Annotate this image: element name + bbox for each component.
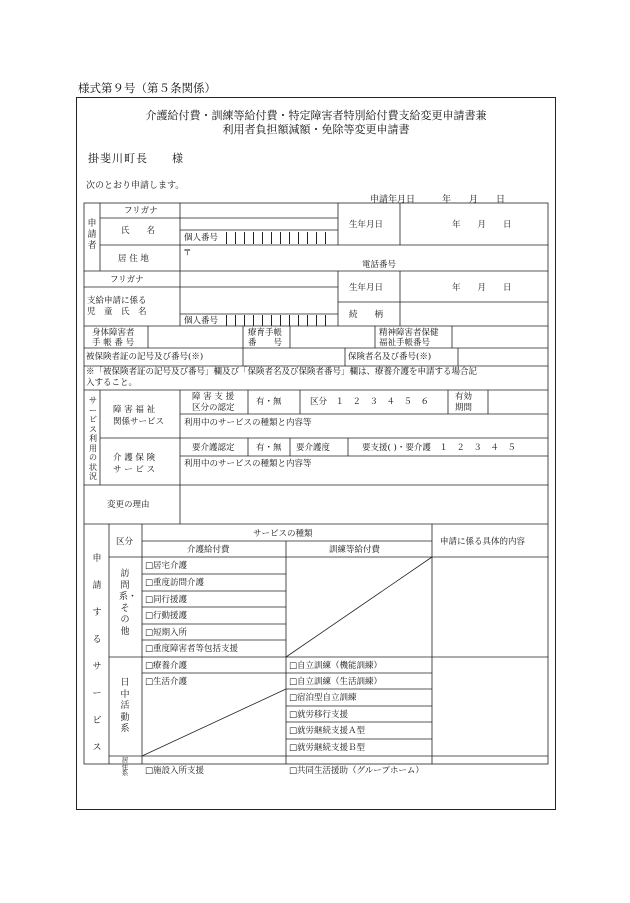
care-certification-yes-no[interactable]: 有・無	[256, 443, 282, 453]
visit-group-label: 訪問系・その他	[119, 569, 138, 637]
day-care-item-medical[interactable]: □療養介護	[145, 661, 188, 671]
applicant-birth-date-value[interactable]: 年 月 日	[452, 220, 512, 230]
care-level-label: 要介護度	[296, 443, 331, 453]
applicant-address-label: 居 住 地	[118, 254, 149, 264]
visit-item-behavior[interactable]: □行動援護	[145, 611, 188, 621]
day-training-item-function[interactable]: □自立訓練（機能訓練）	[289, 661, 383, 671]
child-birth-date-value[interactable]: 年 月 日	[452, 283, 512, 293]
details-header: 申請に係る具体的内容	[440, 537, 526, 547]
intro-text: 次のとおり申請します。	[86, 181, 185, 191]
postal-mark: 〒	[183, 248, 192, 258]
visit-item-home-care[interactable]: □居宅介護	[145, 561, 188, 571]
form-number: 様式第９号（第５条関係）	[78, 81, 216, 95]
certification-yes-no[interactable]: 有・無	[256, 397, 282, 407]
mental-cert-label-1: 精神障害者保健	[379, 328, 439, 338]
child-name-label-1: 支給申請に係る	[87, 296, 147, 306]
visit-item-short-stay[interactable]: □短期入所	[145, 628, 188, 638]
insurance-note-2: 入すること。	[86, 378, 138, 388]
certification-label-2: 区分の認定	[192, 403, 235, 413]
visit-item-severe-visit[interactable]: □重度訪問介護	[145, 578, 205, 588]
day-training-item-living[interactable]: □自立訓練（生活訓練）	[289, 677, 383, 687]
valid-period-label-1: 有効	[455, 392, 473, 402]
child-personal-number-label: 個人番号	[184, 316, 219, 326]
care-certification-label: 要介護認定	[192, 443, 235, 453]
usage-section-label: サービス利用の状況	[89, 396, 97, 481]
welfare-in-use-label: 利用中のサービスの種類と内容等	[184, 418, 312, 428]
care-service-label-1: 介 護 保 険	[113, 453, 156, 463]
child-birth-date-label: 生年月日	[349, 283, 384, 293]
day-care-item-living[interactable]: □生活介護	[145, 677, 188, 687]
child-relation-label: 続 柄	[349, 310, 384, 320]
training-benefits-header: 訓練等給付費	[329, 545, 381, 555]
day-training-item-transition[interactable]: □就労移行支援	[289, 710, 349, 720]
child-name-label-2: 児 童 氏 名	[87, 307, 147, 317]
rehab-cert-label-1: 療育手帳	[248, 328, 283, 338]
child-furigana-label: フリガナ	[110, 275, 144, 285]
valid-period-label-2: 期間	[455, 403, 473, 413]
residence-care-item[interactable]: □施設入所支援	[145, 766, 205, 776]
applicant-furigana-label: フリガナ	[124, 206, 158, 216]
day-training-item-residential[interactable]: □宿泊型自立訓練	[289, 693, 357, 703]
service-category-header: 区分	[116, 537, 134, 547]
application-date[interactable]: 申請年月日 年 月 日	[370, 195, 506, 205]
insurer-label: 保険者名及び番号(※)	[348, 352, 432, 362]
care-in-use-label: 利用中のサービスの種類と内容等	[184, 459, 312, 469]
rehab-cert-label-2: 番 号	[248, 338, 283, 348]
visit-item-comprehensive[interactable]: □重度障害者等包括支援	[145, 644, 239, 654]
residence-group-label: 居住系	[121, 756, 129, 777]
insurance-note-1: ※「被保険者証の記号及び番号」欄及び「保険者名及び保険者番号」欄は、療養介護を申請する場合記	[86, 367, 478, 377]
physical-cert-label-2: 手 帳 番 号	[92, 338, 135, 348]
form-title-line2: 利用者負担額減額・免除等変更申請書	[222, 123, 410, 136]
day-training-item-type-a[interactable]: □就労継続支援Ａ型	[289, 726, 366, 736]
applicant-name-label: 氏 名	[121, 226, 156, 236]
day-group-label: 日中活動系	[120, 678, 130, 734]
insured-number-label: 被保険者証の記号及び番号(※)	[86, 352, 204, 362]
mental-cert-label-2: 福祉手帳番号	[379, 338, 431, 348]
form-title-line1: 介護給付費・訓練等給付費・特定障害者特別給付費支給変更申請書兼	[145, 109, 487, 122]
service-section-label: 申請するサービス	[92, 554, 102, 753]
welfare-service-label-2: 関係サービス	[113, 417, 165, 427]
welfare-service-label-1: 障 害 福 祉	[113, 405, 156, 415]
applicant-birth-date-label: 生年月日	[349, 220, 384, 230]
care-level-values[interactable]: 要支援( )・要介護 １ ２ ３ ４ ５	[362, 443, 516, 453]
applicant-personal-number-label: 個人番号	[184, 233, 219, 243]
change-reason-label: 変更の理由	[107, 500, 150, 510]
addressee: 掛斐川町長 様	[88, 152, 184, 165]
visit-item-accompany[interactable]: □同行援護	[145, 595, 188, 605]
certification-label-1: 障 害 支 援	[192, 392, 235, 402]
day-training-item-type-b[interactable]: □就労継続支援Ｂ型	[289, 743, 366, 753]
service-types-header: サービスの種類	[253, 529, 313, 539]
applicant-section-label: 申請者	[87, 219, 97, 251]
residence-training-item[interactable]: □共同生活援助（グループホーム）	[289, 766, 424, 776]
phone-label: 電話番号	[362, 260, 397, 270]
physical-cert-label-1: 身体障害者	[92, 328, 135, 338]
support-category[interactable]: 区分 １ ２ ３ ４ ５ ６	[310, 397, 430, 407]
care-service-label-2: サ ー ビ ス	[113, 465, 156, 475]
care-benefits-header: 介護給付費	[187, 545, 230, 555]
